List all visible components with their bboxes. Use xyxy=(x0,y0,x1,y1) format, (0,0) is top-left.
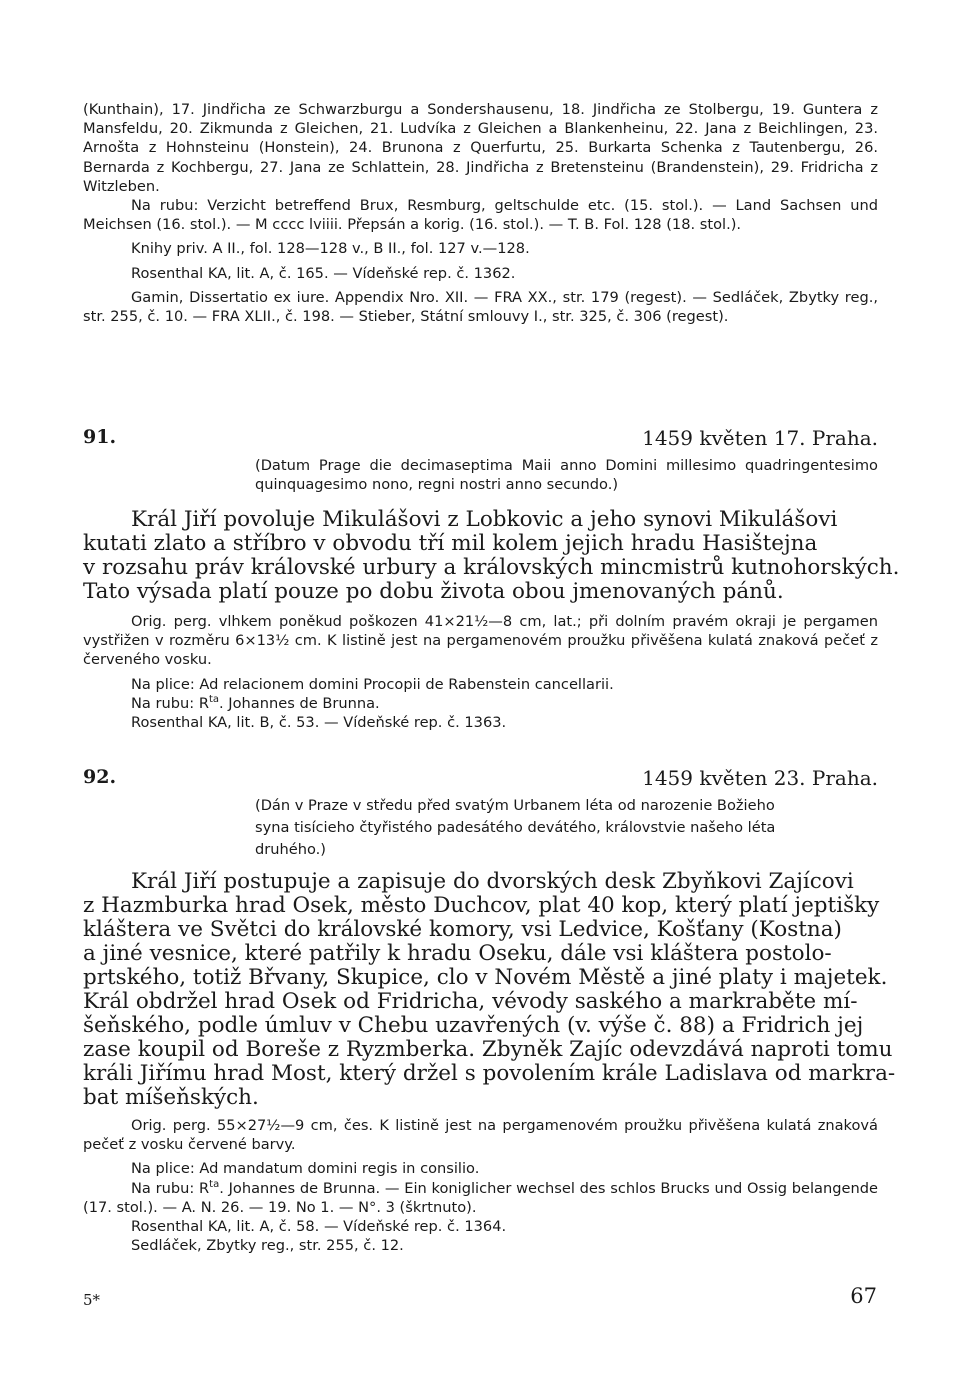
summary-line: kutati zlato a stříbro v obvodu tří mil kolem jejich hradu Hasištejna xyxy=(83,531,818,556)
plica-note: Na plice: Ad relacionem domini Procopii de Rabenstein cancellarii. xyxy=(131,675,614,693)
plica-note: Na plice: Ad mandatum domini regis in consilio. xyxy=(131,1160,480,1178)
summary-line: králi Jiřímu hrad Most, který držel s povolením krále Ladislava od markra- xyxy=(83,1061,896,1086)
summary-line: z Hazmburka hrad Osek, město Duchcov, plat 40 kop, který platí jeptišky xyxy=(83,893,880,918)
printer-signature-mark: 5* xyxy=(83,1291,101,1309)
summary-line: kláštera ve Světci do královské komory, vsi Ledvice, Košťany (Kostna) xyxy=(83,917,842,942)
privilege-books-ref: Knihy priv. A II., fol. 128—128 v., B II., fol. 127 v.—128. xyxy=(131,240,530,258)
datum-line: (Dán v Praze v středu před svatým Urbanem léta od narozenie Božieho xyxy=(255,797,775,814)
entry-91-notes xyxy=(83,612,878,732)
entry-92-notes xyxy=(83,1116,878,1255)
original-description: Orig. perg. vlhkem poněkud poškozen 41×21½—8 cm, lat.; při dolním pravém okraji je pergamen vystřižen v rozměru 6×13½ cm. K listině jest na pergamenovém proužku přivěšena kulatá znaková pečeť z červeného vosku. xyxy=(83,613,878,669)
literature-ref: Sedláček, Zbytky reg., str. 255, č. 12. xyxy=(131,1237,404,1255)
rosenthal-ref: Rosenthal KA, lit. B, č. 53. — Vídeňské rep. č. 1363. xyxy=(131,714,507,732)
datum-line: syna tisícieho čtyřistého padesátého devátého, královstvie našeho léta xyxy=(255,819,776,836)
summary-line: bat míšeňských. xyxy=(83,1085,259,1110)
witness-list: (Kunthain), 17. Jindřicha ze Schwarzburgu a Sondershausenu, 18. Jindřicha ze Stolbergu, 19. Guntera z Mansfeldu, 20. Zikmunda z Gleichen, 21. Ludvíka z Gleichen a Blankenheinu, 22. Jana z Beichlingen, 23. Arnošta z Hohnsteinu (Honstein), 24. Brunona z Querfurtu, 25. Burkarta Schenka z Tautenbergu, 26. Bernarda z Kochbergu, 27. Jana ze Schlattein, 28. Jindřicha z Bretensteinu (Brandenstein), 29. Fridricha z Witzleben. xyxy=(83,101,878,195)
entry-date: 1459 květen 23. Praha. xyxy=(642,766,878,790)
entry-number: 92. xyxy=(83,766,117,788)
original-description: Orig. perg. 55×27½—9 cm, čes. K listině jest na pergamenovém proužku přivěšena kulatá znaková pečeť z vosku červené barvy. xyxy=(83,1117,878,1154)
summary-line: v rozsahu práv královské urbury a královských mincmistrů kutnohorských. xyxy=(83,555,900,580)
summary-line: Král Jiří postupuje a zapisuje do dvorských desk Zbyňkovi Zajícovi xyxy=(131,869,854,894)
summary-line: Král Jiří povoluje Mikulášovi z Lobkovic a jeho synovi Mikulášovi xyxy=(131,507,838,532)
entry-number: 91. xyxy=(83,426,117,448)
rosenthal-ref: Rosenthal KA, lit. A, č. 165. — Vídeňské rep. č. 1362. xyxy=(131,264,516,282)
entry-92-heading xyxy=(83,766,878,792)
datum-line: druhého.) xyxy=(255,841,326,858)
dorsal-note: Na rubu: $R^{ta}$. Johannes de Brunna. xyxy=(131,693,380,712)
summary-line: Tato výsada platí pouze po dobu života obou jmenovaných pánů. xyxy=(83,579,784,604)
summary-line: šeňského, podle úmluv v Chebu uzavřených (v. výše č. 88) a Fridrich jej xyxy=(83,1013,864,1038)
previous-entry-continuation xyxy=(83,100,878,326)
rosenthal-ref: Rosenthal KA, lit. A, č. 58. — Vídeňské rep. č. 1364. xyxy=(131,1218,507,1236)
entry-91-heading xyxy=(83,426,878,452)
literature-ref: Gamin, Dissertatio ex iure. Appendix Nro. XII. — FRA XX., str. 179 (regest). — Sedláček, Zbytky reg., str. 255, č. 10. — FRA XLII., č. 198. — Stieber, Státní smlouvy I., str. 325, č. 306 (regest). xyxy=(83,288,878,326)
dorsal-note: Na rubu: $R^{ta}$. Johannes de Brunna. — Ein koniglicher wechsel des schlos Brucks und Ossig belangende (17. stol.). — A. N. 26. — 19. No 1. — N°. 3 (škrtnuto). xyxy=(83,1178,878,1216)
summary-line: a jiné vesnice, které patřily k hradu Oseku, dále vsi kláštera postolo- xyxy=(83,941,832,966)
dorsal-note: Na rubu: Verzicht betreffend Brux, Resmburg, geltschulde etc. (15. stol.). — Land Sachsen und Meichsen (16. stol.). — M cccc lviiii. Přepsán a korig. (16. stol.). — T. B. Fol. 128 (18. stol.). xyxy=(83,197,878,234)
entry-91-datum: (Datum Prage die decimaseptima Maii anno Domini millesimo quadringentesimo quinquagesimo nono, regni nostri anno secundo.) xyxy=(255,457,878,494)
summary-line: Král obdržel hrad Osek od Fridricha, vévody saského a markraběte mí- xyxy=(83,989,858,1014)
summary-line: zase koupil od Boreše z Ryzmberka. Zbyněk Zajíc odevzdává naproti tomu xyxy=(83,1037,893,1062)
entry-date: 1459 květen 17. Praha. xyxy=(642,426,878,450)
summary-line: prtského, totiž Břvany, Skupice, clo v Novém Městě a jiné platy i majetek. xyxy=(83,965,888,990)
page-number: 67 xyxy=(850,1284,877,1308)
